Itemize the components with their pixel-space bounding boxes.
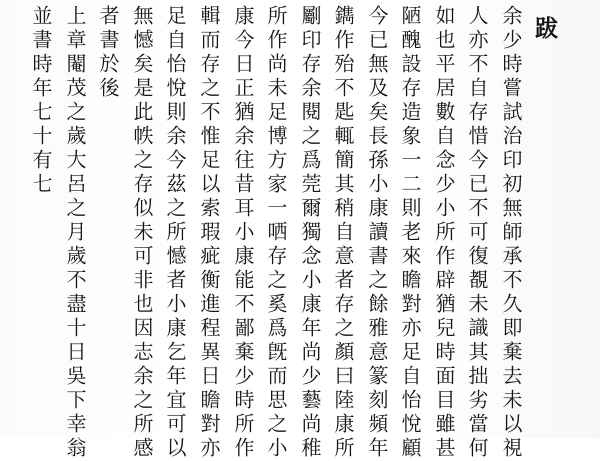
postscript-title: 跋 [531, 16, 558, 43]
text-column-14: 上章閹茂之歲大呂之月歲不盡十日吳下幸翁 [63, 5, 87, 461]
text-column-4: 陋醜設存造象一二則老來瞻對亦足自怡悅顧 [398, 5, 422, 461]
text-column-13: 者書於後 [96, 5, 120, 101]
text-column-11: 足自怡悅則余今茲之所憾者小康乞年宜可以 [163, 5, 187, 461]
text-column-6: 鐫作殆不匙輒簡其稍自意者存之顏曰陸康所 [331, 5, 355, 461]
text-column-5: 今已無及矣長孫小康讀書之餘雅意篆刻頻年 [365, 5, 389, 461]
text-column-8: 所作尚未足博方家一哂存之奚爲旣而思之小 [264, 5, 288, 461]
text-column-3: 如也平居數自念少小所作辟猶兒時面目雖甚 [432, 5, 456, 461]
text-column-12: 無憾矣是此帙之存似未可非也因志余之所感 [130, 5, 154, 461]
text-column-10: 輯而存之不惟足以索瑕疵衡進程異日瞻對亦 [197, 5, 221, 461]
text-column-2: 人亦不自存惜今已不可復覩未識其拙劣當何 [465, 5, 489, 461]
text-column-9: 康今日正猶余往昔耳小康能不鄙棄少時所作 [231, 5, 255, 461]
text-column-15: 並書時年七十有七 [29, 5, 53, 197]
text-column-7: 劚印存余閱之爲莞爾獨念小康年尚少藝尚稚 [298, 5, 322, 461]
text-column-1: 余少時嘗試治印初無師承不久即棄去未以視 [499, 5, 523, 461]
